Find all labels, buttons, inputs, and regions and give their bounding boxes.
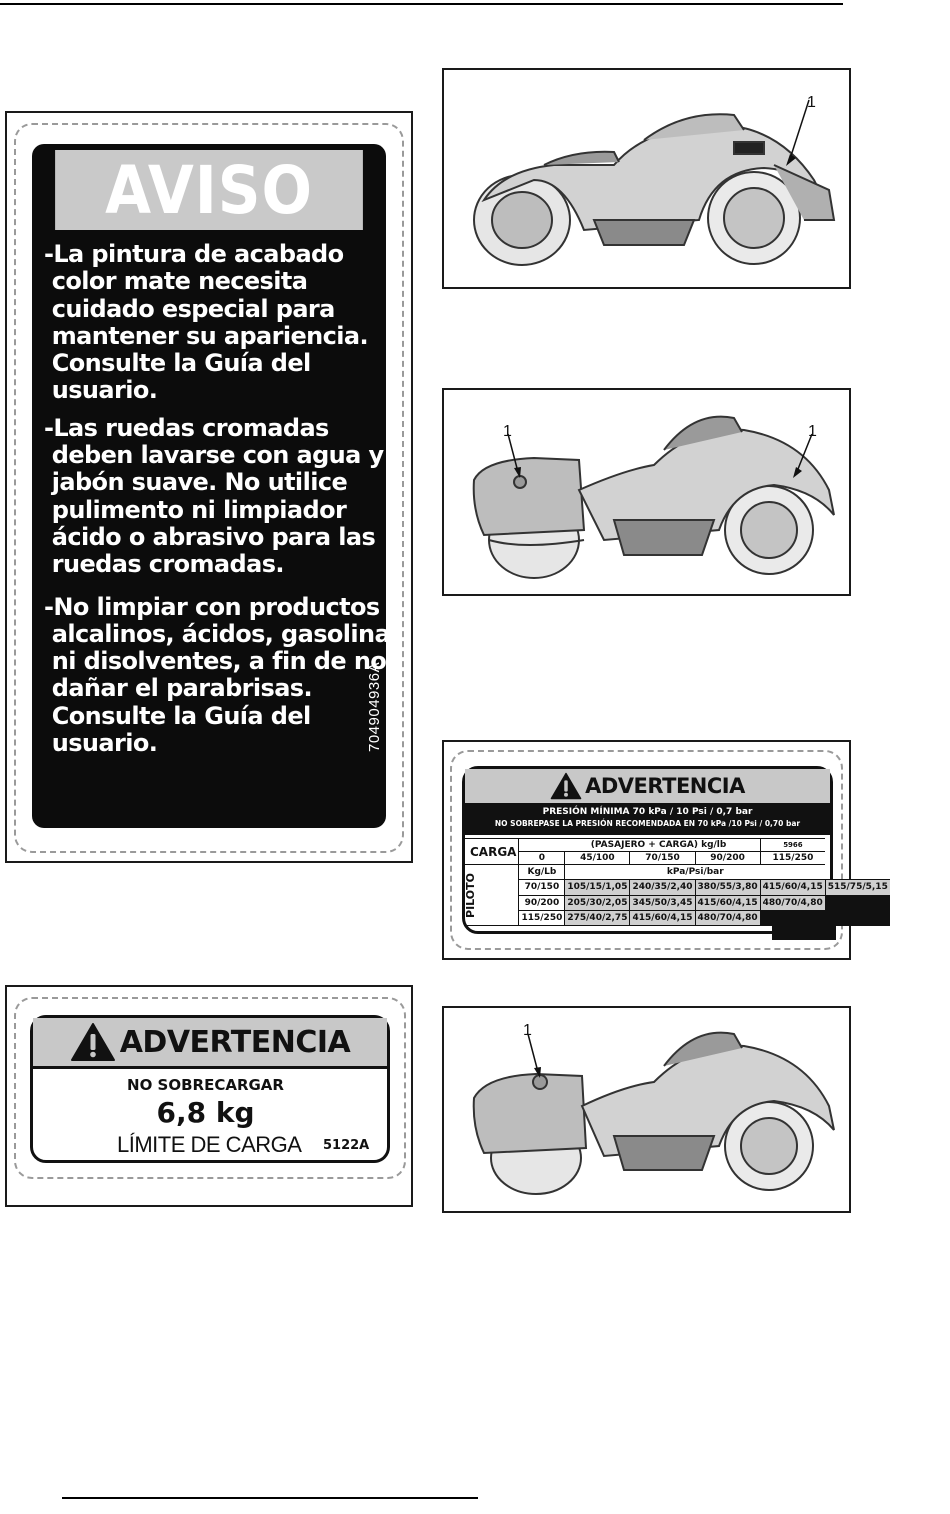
warning-triangle-icon xyxy=(550,772,582,800)
pressure-cell-empty xyxy=(825,895,890,910)
piloto-label: PILOTO xyxy=(464,872,477,918)
load-col-3: 90/200 xyxy=(695,852,760,865)
load-label-weight: 6,8 kg xyxy=(156,1096,255,1129)
top-rule xyxy=(0,3,843,5)
rider-70: 70/150 xyxy=(519,880,565,895)
rider-90: 90/200 xyxy=(519,895,565,910)
pressure-cell: 205/30/2,05 xyxy=(565,895,630,910)
load-label-header xyxy=(33,1018,387,1069)
spyder-illustration xyxy=(444,390,849,594)
aviso-paragraph-chrome-wheels: -Las ruedas cromadas deben lavarse con agua y jabón suave. No utilice pulimento ni limpiador ácido o abrasivo para las ruedas cromadas. xyxy=(44,413,384,579)
tire-label-max-pressure: NO SOBREPASE LA PRESIÓN RECOMENDADA EN 70 kPa /10 Psi / 0,70 bar xyxy=(494,819,801,828)
piloto-cell xyxy=(464,865,519,926)
callout-number: 1 xyxy=(807,94,816,111)
pressure-cell: 275/40/2,75 xyxy=(565,910,630,925)
pressure-cell: 105/15/1,05 xyxy=(565,880,630,895)
figure-2-spyder-rear-and-front-compartments xyxy=(442,388,851,596)
tire-label-min-pressure: PRESIÓN MÍNIMA 70 kPa / 10 Psi / 0,7 bar xyxy=(542,807,753,817)
load-label-frame xyxy=(5,985,413,1207)
rider-115: 115/250 xyxy=(519,910,565,925)
load-label-code: 5122A xyxy=(323,1138,370,1153)
callout-number: 1 xyxy=(523,1022,532,1039)
warning-triangle-icon xyxy=(70,1022,116,1062)
load-col-0: 0 xyxy=(519,852,565,865)
aviso-code: 704904936A xyxy=(366,661,383,752)
load-col-4: 115/250 xyxy=(760,852,825,865)
load-label-box xyxy=(30,1015,390,1163)
tire-label-code: 5966 xyxy=(760,839,825,852)
pressure-cell: 480/70/4,80 xyxy=(760,895,825,910)
pressure-cell: 240/35/2,40 xyxy=(630,880,695,895)
bottom-rule xyxy=(62,1497,478,1499)
pressure-cell: 415/60/4,15 xyxy=(760,880,825,895)
pressure-cell: 415/60/4,15 xyxy=(695,895,760,910)
callout-number-rear: 1 xyxy=(503,423,512,440)
pressure-cell: 515/75/5,15 xyxy=(825,880,890,895)
tire-pressure-table xyxy=(464,838,890,926)
load-col-2: 70/150 xyxy=(630,852,695,865)
load-label-line3: LÍMITE DE CARGA xyxy=(117,1132,302,1157)
table-fill-right xyxy=(772,920,836,940)
load-label-line1: NO SOBRECARGAR xyxy=(127,1076,284,1094)
kglb-header: Kg/Lb xyxy=(519,865,565,880)
tire-label-heading: ADVERTENCIA xyxy=(585,774,745,798)
spyder-illustration xyxy=(444,70,849,287)
pressure-cell: 380/55/3,80 xyxy=(695,880,760,895)
aviso-label-frame xyxy=(5,111,413,863)
spyder-illustration xyxy=(444,1008,849,1211)
tire-label-header xyxy=(465,769,830,803)
load-label-heading: ADVERTENCIA xyxy=(119,1024,351,1060)
carga-header: CARGA xyxy=(464,839,519,865)
figure-3-spyder-rear-compartment xyxy=(442,1006,851,1213)
aviso-label-panel xyxy=(32,144,391,828)
aviso-paragraph-windshield: -No limpiar con productos alcalinos, ácidos, gasolina ni disolventes, a fin de no dañar el parabrisas. Consulte la Guía del usuario. xyxy=(44,592,391,758)
tire-label-frame xyxy=(442,740,888,960)
load-col-1: 45/100 xyxy=(565,852,630,865)
tire-label-box xyxy=(462,766,888,934)
unit-header: kPa/Psi/bar xyxy=(565,865,825,880)
tire-label-pressure-band xyxy=(465,803,830,835)
pressure-cell: 345/50/3,45 xyxy=(630,895,695,910)
pasajero-header: (PASAJERO + CARGA) kg/lb xyxy=(519,839,760,852)
pressure-cell: 480/70/4,80 xyxy=(695,910,760,925)
aviso-paragraph-matte-paint: -La pintura de acabado color mate necesita cuidado especial para mantener su apariencia. Consulte la Guía del usuario. xyxy=(44,240,369,405)
pressure-cell: 415/60/4,15 xyxy=(630,910,695,925)
figure-1-spyder-front-compartment xyxy=(442,68,851,289)
callout-number-front: 1 xyxy=(808,423,817,440)
aviso-heading: AVISO xyxy=(55,150,363,230)
